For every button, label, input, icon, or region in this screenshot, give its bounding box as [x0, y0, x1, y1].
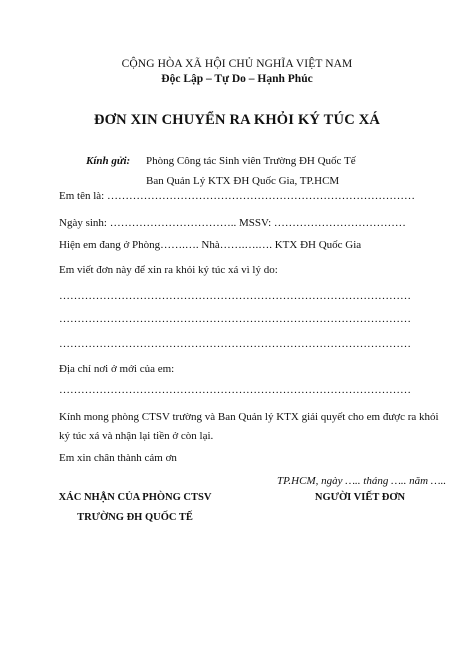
- recipient-line-2: Ban Quản Lý KTX ĐH Quốc Gia, TP.HCM: [146, 175, 340, 187]
- recipient-label: Kính gửi:: [86, 155, 131, 167]
- confirmation-heading-1: XÁC NHẬN CỦA PHÒNG CTSV: [58, 492, 212, 503]
- date-line: TP.HCM, ngày ….. tháng ….. năm …..: [277, 475, 447, 487]
- reason-blank-line-1: ……………………………………………………………………………………: [59, 290, 411, 302]
- address-label: Địa chỉ nơi ở mới của em:: [59, 363, 175, 375]
- confirmation-heading-2: TRƯỜNG ĐH QUỐC TẾ: [77, 512, 193, 523]
- thanks-line: Em xin chân thành cảm ơn: [59, 452, 177, 464]
- room-line: Hiện em đang ở Phòng…….…. Nhà…….….…. KTX ĐH Quốc Gia: [59, 239, 362, 251]
- recipient-line-1: Phòng Công tác Sinh viên Trường ĐH Quốc Tế: [146, 155, 356, 167]
- reason-blank-line-2: ……………………………………………………………………………………: [59, 313, 411, 325]
- writer-heading: NGƯỜI VIẾT ĐƠN: [314, 492, 406, 503]
- national-name: CỘNG HÒA XÃ HỘI CHỦ NGHĨA VIỆT NAM: [121, 58, 353, 70]
- form-title: ĐƠN XIN CHUYỂN RA KHỎI KÝ TÚC XÁ: [93, 112, 381, 128]
- request-line-2: ký túc xá và nhận lại tiền ở còn lại.: [59, 430, 214, 442]
- name-field-line: Em tên là: …………………………………………………………………………: [59, 190, 415, 202]
- reason-label: Em viết đơn này để xin ra khỏi ký túc xá vì lý do:: [59, 264, 278, 276]
- reason-blank-line-3: ……………………………………………………………………………………: [59, 338, 411, 350]
- dob-student-id-line: Ngày sinh: …………………………….. MSSV: ………………………………: [59, 217, 406, 229]
- request-line-1: Kính mong phòng CTSV trường và Ban Quản lý KTX giải quyết cho em được ra khỏi: [59, 411, 439, 423]
- motto: Độc Lập – Tự Do – Hạnh Phúc: [161, 73, 313, 85]
- address-blank-line: ……………………………………………………………………………………: [59, 384, 411, 396]
